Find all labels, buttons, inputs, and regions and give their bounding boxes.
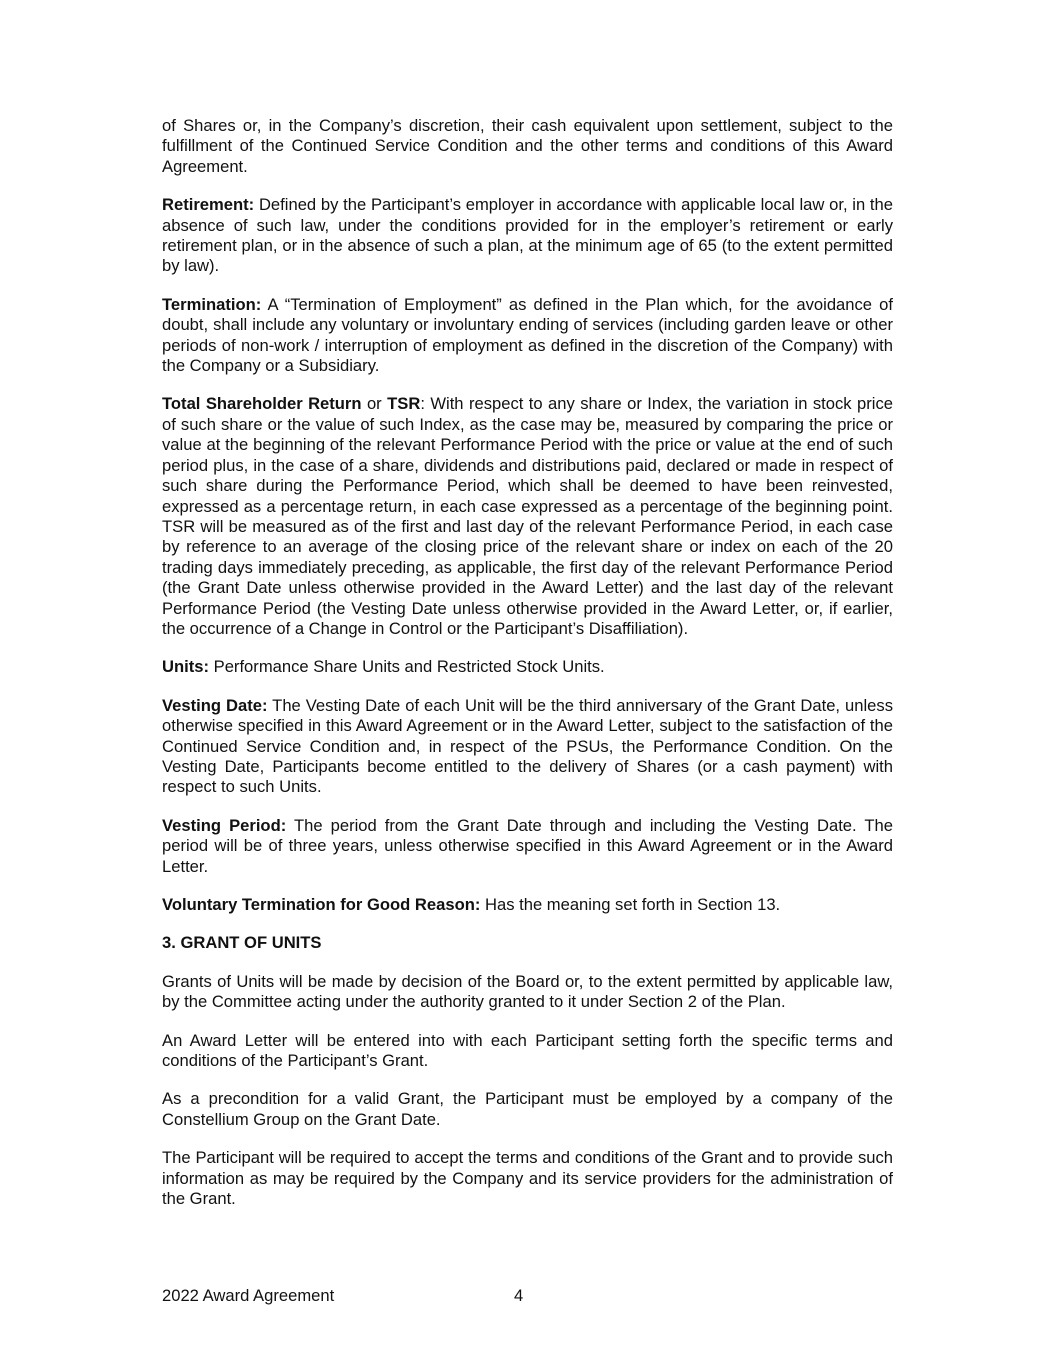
definition-term: Vesting Date:	[162, 695, 268, 715]
document-body	[162, 116, 893, 1227]
section-paragraph: The Participant will be required to accept the terms and conditions of the Grant and to provide such information as may be required by the Company and its service providers for the administration of the Grant.	[162, 1148, 893, 1209]
section-heading: 3. GRANT OF UNITS	[162, 933, 322, 953]
definition-term: Vesting Period:	[162, 815, 287, 835]
section-paragraph: An Award Letter will be entered into with each Participant setting forth the specific terms and conditions of the Participant’s Grant.	[162, 1030, 893, 1071]
definition-text: Defined by the Participant’s employer in accordance with applicable local law or, in the absence of such law, under the conditions provided for in the employer’s retirement or early retirement plan, or in the absence of such a plan, at the minimum age of 65 (to the extent permitted by law).	[162, 195, 893, 276]
paragraph-shares-continuation	[162, 116, 893, 177]
definition-retirement	[162, 195, 893, 277]
definition-vesting-period	[162, 816, 893, 877]
definition-text: : With respect to any share or Index, the variation in stock price of such share or the value of such Index, as the case may be, measured by comparing the price or value at the beginning of the relevant Performance Period with the price or value at the end of such period plus, in the case of a share, dividends and distributions paid, declared or made in respect of such share during the Performance Period, which shall be deemed to have been reinvested, expressed as a percentage return, in each case expressed as a percentage of the beginning point. TSR will be measured as of the first and last day of the relevant Performance Period, in each case by reference to an average of the closing price of the relevant share or index on each of the 20 trading days immediately preceding, as applicable, the first day of the relevant Performance Period (the Grant Date unless otherwise provided in the Award Letter) and the last day of the relevant Performance Period (the Vesting Date unless otherwise provided in the Award Letter, or, if earlier, the occurrence of a Change in Control or the Participant’s Disaffiliation).	[162, 394, 893, 638]
definition-text: Has the meaning set forth in Section 13.	[480, 895, 781, 914]
definition-connector: or	[361, 394, 388, 414]
definition-text: A “Termination of Employment” as defined in the Plan which, for the avoidance of doubt, shall include any voluntary or involuntary ending of services (including garden leave or other periods of non-work / interruption of employment as defined in the discretion of the Company) with the Company or a Subsidiary.	[162, 294, 893, 376]
section-paragraph: Grants of Units will be made by decision of the Board or, to the extent permitted by applicable law, by the Committee acting under the authority granted to it under Section 2 of the Plan.	[162, 971, 893, 1012]
definition-units	[162, 657, 893, 677]
definition-voluntary-termination	[162, 895, 893, 915]
footer-title: 2022 Award Agreement	[162, 1286, 335, 1305]
definition-text: Performance Share Units and Restricted Stock Units.	[209, 657, 605, 677]
definition-term: Units:	[162, 657, 210, 677]
definition-term: Voluntary Termination for Good Reason:	[162, 895, 481, 914]
paragraph-text: of Shares or, in the Company’s discretion, their cash equivalent upon settlement, subject to the fulfillment of the Continued Service Condition and the other terms and conditions of this Award Agreement.	[162, 116, 893, 176]
definition-termination	[162, 295, 893, 377]
definition-term: Retirement:	[162, 195, 255, 215]
section-paragraph: As a precondition for a valid Grant, the Participant must be employed by a company of the Constellium Group on the Grant Date.	[162, 1089, 893, 1129]
definition-term: Termination:	[162, 294, 262, 314]
footer-page-number: 4	[514, 1286, 524, 1305]
definition-tsr	[162, 394, 893, 639]
definition-vesting-date	[162, 696, 893, 798]
definition-text: The Vesting Date of each Unit will be the third anniversary of the Grant Date, unless otherwise specified in this Award Agreement or in the Award Letter, subject to the satisfaction of the Continued Service Condition and, in respect of the PSUs, the Performance Condition. On the Vesting Date, Participants become entitled to the delivery of Shares (or a cash payment) with respect to such Units.	[162, 695, 893, 797]
definition-term: Total Shareholder Return	[162, 394, 362, 414]
definition-term-abbreviation: TSR	[387, 394, 421, 414]
definition-text: The period from the Grant Date through and including the Vesting Date. The period will be of three years, unless otherwise specified in this Award Agreement or in the Award Letter.	[162, 815, 893, 876]
